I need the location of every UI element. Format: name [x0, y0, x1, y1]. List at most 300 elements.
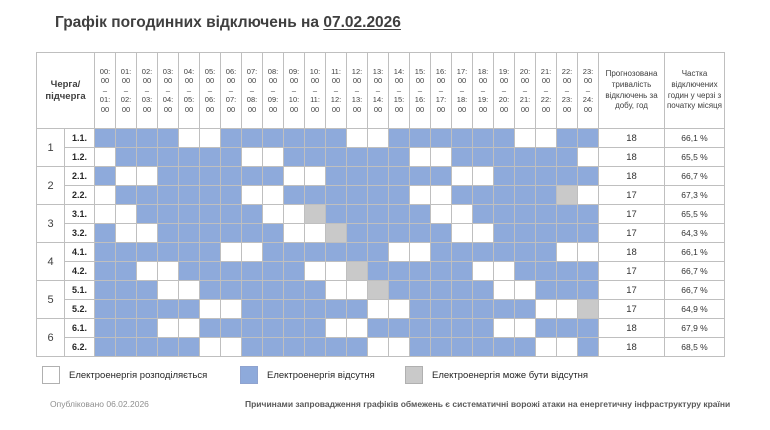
schedule-cell: [242, 319, 263, 338]
schedule-row-1.1: [37, 129, 725, 148]
hour-header-09: 09: 00 – 10: 00: [284, 53, 305, 129]
schedule-cell: [137, 262, 158, 281]
outage-duration-value: 18: [599, 243, 665, 262]
schedule-cell: [473, 319, 494, 338]
schedule-cell: [515, 224, 536, 243]
legend-item-power-off: [240, 366, 375, 384]
schedule-cell: [536, 129, 557, 148]
schedule-cell: [158, 262, 179, 281]
schedule-cell: [179, 205, 200, 224]
schedule-cell: [221, 262, 242, 281]
schedule-cell: [515, 186, 536, 205]
share-column-header: Частка відключених годин у черзі з початку місяця: [665, 53, 725, 129]
schedule-cell: [578, 167, 599, 186]
schedule-cell: [284, 224, 305, 243]
schedule-cell: [431, 129, 452, 148]
hour-header-00: 00: 00 – 01: 00: [95, 53, 116, 129]
schedule-cell: [578, 148, 599, 167]
schedule-row-2.1: [37, 167, 725, 186]
schedule-cell: [95, 319, 116, 338]
schedule-cell: [221, 319, 242, 338]
schedule-cell: [305, 167, 326, 186]
schedule-cell: [515, 205, 536, 224]
schedule-cell: [515, 262, 536, 281]
schedule-cell: [347, 224, 368, 243]
schedule-cell: [116, 338, 137, 357]
schedule-cell: [410, 186, 431, 205]
outage-share-value: 64,9 %: [665, 300, 725, 319]
schedule-date: 07.02.2026: [323, 14, 401, 31]
schedule-cell: [116, 300, 137, 319]
schedule-cell: [368, 224, 389, 243]
schedule-row-6.1: [37, 319, 725, 338]
legend-item-power-on: [42, 366, 207, 384]
header-row: [37, 53, 725, 129]
schedule-cell: [431, 167, 452, 186]
schedule-cell: [347, 243, 368, 262]
schedule-cell: [95, 186, 116, 205]
schedule-cell: [410, 300, 431, 319]
outage-duration-value: 17: [599, 186, 665, 205]
schedule-cell: [410, 338, 431, 357]
schedule-cell: [410, 319, 431, 338]
schedule-cell: [305, 129, 326, 148]
schedule-cell: [200, 281, 221, 300]
schedule-cell: [200, 205, 221, 224]
schedule-row-6.2: [37, 338, 725, 357]
legend-swatch-power-off: [240, 366, 258, 384]
schedule-cell: [515, 243, 536, 262]
schedule-cell: [137, 319, 158, 338]
schedule-cell: [557, 338, 578, 357]
schedule-cell: [263, 224, 284, 243]
schedule-cell: [536, 338, 557, 357]
schedule-cell: [137, 129, 158, 148]
schedule-cell: [368, 243, 389, 262]
schedule-cell: [305, 319, 326, 338]
schedule-cell: [95, 262, 116, 281]
schedule-cell: [95, 281, 116, 300]
legend-label-power-on: Електроенергія розподіляється: [69, 369, 208, 381]
schedule-cell: [116, 148, 137, 167]
schedule-cell: [536, 319, 557, 338]
schedule-cell: [515, 167, 536, 186]
schedule-cell: [263, 338, 284, 357]
schedule-cell: [200, 338, 221, 357]
outage-duration-value: 18: [599, 148, 665, 167]
outage-share-value: 64,3 %: [665, 224, 725, 243]
schedule-cell: [494, 148, 515, 167]
subqueue-label: 2.2.: [65, 186, 95, 205]
subqueue-label: 6.1.: [65, 319, 95, 338]
schedule-cell: [431, 224, 452, 243]
schedule-cell: [179, 281, 200, 300]
schedule-cell: [473, 129, 494, 148]
schedule-cell: [410, 281, 431, 300]
schedule-cell: [284, 243, 305, 262]
schedule-cell: [536, 262, 557, 281]
schedule-cell: [368, 129, 389, 148]
schedule-cell: [284, 319, 305, 338]
schedule-cell: [179, 129, 200, 148]
schedule-cell: [452, 148, 473, 167]
schedule-cell: [389, 338, 410, 357]
schedule-cell: [452, 281, 473, 300]
schedule-cell: [578, 281, 599, 300]
schedule-cell: [95, 224, 116, 243]
schedule-cell: [242, 338, 263, 357]
schedule-cell: [494, 262, 515, 281]
schedule-cell: [473, 338, 494, 357]
schedule-cell: [305, 262, 326, 281]
schedule-cell: [200, 148, 221, 167]
corner-line-2: підчерга: [45, 90, 86, 102]
schedule-cell: [284, 300, 305, 319]
schedule-cell: [494, 224, 515, 243]
schedule-cell: [284, 338, 305, 357]
schedule-cell: [263, 243, 284, 262]
hour-header-14: 14: 00 – 15: 00: [389, 53, 410, 129]
schedule-cell: [578, 186, 599, 205]
subqueue-label: 4.2.: [65, 262, 95, 281]
schedule-cell: [452, 243, 473, 262]
page-title-text: Графік погодинних відключень на: [55, 14, 320, 31]
schedule-cell: [536, 167, 557, 186]
schedule-cell: [557, 129, 578, 148]
schedule-cell: [494, 243, 515, 262]
schedule-cell: [221, 205, 242, 224]
legend-label-power-maybe-off: Електроенергія може бути відсутня: [432, 369, 589, 381]
schedule-row-5.1: [37, 281, 725, 300]
schedule-cell: [137, 148, 158, 167]
schedule-cell: [494, 129, 515, 148]
schedule-cell: [347, 205, 368, 224]
schedule-cell: [263, 300, 284, 319]
outage-share-value: 67,9 %: [665, 319, 725, 338]
schedule-cell: [536, 186, 557, 205]
queue-number: 5: [37, 281, 65, 319]
schedule-cell: [221, 129, 242, 148]
hour-header-10: 10: 00 – 11: 00: [305, 53, 326, 129]
schedule-cell: [431, 262, 452, 281]
outage-share-value: 66,7 %: [665, 281, 725, 300]
schedule-cell: [326, 186, 347, 205]
subqueue-label: 3.1.: [65, 205, 95, 224]
schedule-cell: [368, 300, 389, 319]
schedule-cell: [263, 129, 284, 148]
schedule-cell: [368, 338, 389, 357]
schedule-cell: [221, 224, 242, 243]
schedule-cell: [179, 148, 200, 167]
schedule-cell: [389, 243, 410, 262]
schedule-cell: [158, 281, 179, 300]
queue-subqueue-header: [37, 53, 95, 129]
outage-duration-value: 18: [599, 319, 665, 338]
schedule-cell: [431, 205, 452, 224]
schedule-cell: [326, 243, 347, 262]
schedule-cell: [242, 148, 263, 167]
schedule-cell: [389, 205, 410, 224]
schedule-cell: [305, 186, 326, 205]
schedule-cell: [200, 224, 221, 243]
schedule-row-4.2: [37, 262, 725, 281]
schedule-cell: [452, 338, 473, 357]
schedule-cell: [95, 129, 116, 148]
subqueue-label: 1.1.: [65, 129, 95, 148]
schedule-cell: [179, 224, 200, 243]
schedule-cell: [347, 167, 368, 186]
schedule-cell: [116, 224, 137, 243]
schedule-cell: [263, 319, 284, 338]
outage-share-value: 66,7 %: [665, 262, 725, 281]
schedule-cell: [389, 129, 410, 148]
schedule-cell: [158, 338, 179, 357]
schedule-cell: [263, 281, 284, 300]
schedule-cell: [431, 148, 452, 167]
schedule-cell: [389, 281, 410, 300]
schedule-cell: [410, 167, 431, 186]
schedule-cell: [410, 205, 431, 224]
schedule-cell: [242, 243, 263, 262]
schedule-cell: [473, 186, 494, 205]
hour-header-15: 15: 00 – 16: 00: [410, 53, 431, 129]
schedule-cell: [284, 281, 305, 300]
outage-share-value: 66,1 %: [665, 129, 725, 148]
schedule-cell: [494, 281, 515, 300]
schedule-cell: [242, 262, 263, 281]
reason-text: Причинами запровадження графіків обмежень є систематичні ворожі атаки на енергетичну інфраструктуру країни: [245, 399, 731, 409]
schedule-cell: [347, 319, 368, 338]
legend-swatch-power-on: [42, 366, 60, 384]
schedule-cell: [326, 300, 347, 319]
schedule-cell: [347, 129, 368, 148]
outage-schedule-table: [36, 52, 725, 357]
schedule-cell: [263, 167, 284, 186]
schedule-cell: [305, 148, 326, 167]
outage-duration-value: 17: [599, 205, 665, 224]
schedule-cell: [284, 148, 305, 167]
schedule-cell: [116, 243, 137, 262]
schedule-cell: [158, 167, 179, 186]
schedule-cell: [389, 148, 410, 167]
schedule-cell: [347, 338, 368, 357]
outage-duration-value: 17: [599, 262, 665, 281]
schedule-cell: [305, 224, 326, 243]
schedule-cell: [284, 205, 305, 224]
schedule-cell: [158, 300, 179, 319]
schedule-cell: [536, 300, 557, 319]
schedule-cell: [515, 338, 536, 357]
schedule-row-2.2: [37, 186, 725, 205]
outage-share-value: 67,3 %: [665, 186, 725, 205]
schedule-cell: [326, 262, 347, 281]
schedule-cell: [389, 167, 410, 186]
schedule-cell: [305, 281, 326, 300]
schedule-cell: [242, 129, 263, 148]
schedule-cell: [494, 205, 515, 224]
schedule-cell: [179, 300, 200, 319]
schedule-cell: [116, 129, 137, 148]
schedule-cell: [431, 243, 452, 262]
legend-item-power-maybe-off: [405, 366, 588, 384]
schedule-cell: [242, 186, 263, 205]
queue-number: 4: [37, 243, 65, 281]
schedule-cell: [389, 186, 410, 205]
schedule-cell: [284, 167, 305, 186]
subqueue-label: 4.1.: [65, 243, 95, 262]
schedule-cell: [473, 262, 494, 281]
schedule-cell: [158, 243, 179, 262]
schedule-cell: [242, 281, 263, 300]
outage-duration-value: 18: [599, 129, 665, 148]
schedule-row-3.1: [37, 205, 725, 224]
schedule-cell: [95, 300, 116, 319]
schedule-cell: [158, 148, 179, 167]
schedule-cell: [242, 224, 263, 243]
schedule-cell: [578, 319, 599, 338]
hour-header-06: 06: 00 – 07: 00: [221, 53, 242, 129]
schedule-cell: [242, 205, 263, 224]
schedule-cell: [494, 167, 515, 186]
schedule-cell: [326, 167, 347, 186]
queue-number: 3: [37, 205, 65, 243]
schedule-cell: [452, 186, 473, 205]
schedule-cell: [200, 300, 221, 319]
schedule-cell: [158, 186, 179, 205]
schedule-row-3.2: [37, 224, 725, 243]
schedule-cell: [137, 281, 158, 300]
schedule-cell: [347, 281, 368, 300]
schedule-cell: [452, 129, 473, 148]
schedule-cell: [578, 224, 599, 243]
schedule-cell: [368, 319, 389, 338]
schedule-cell: [410, 243, 431, 262]
schedule-cell: [263, 262, 284, 281]
schedule-cell: [557, 186, 578, 205]
page-title: [55, 14, 401, 32]
schedule-cell: [578, 338, 599, 357]
schedule-cell: [179, 319, 200, 338]
hour-header-21: 21: 00 – 22: 00: [536, 53, 557, 129]
schedule-cell: [431, 281, 452, 300]
schedule-cell: [221, 243, 242, 262]
hour-header-16: 16: 00 – 17: 00: [431, 53, 452, 129]
schedule-cell: [326, 148, 347, 167]
hour-header-11: 11: 00 – 12: 00: [326, 53, 347, 129]
schedule-cell: [410, 148, 431, 167]
schedule-cell: [452, 224, 473, 243]
hour-header-20: 20: 00 – 21: 00: [515, 53, 536, 129]
schedule-cell: [452, 319, 473, 338]
schedule-cell: [137, 224, 158, 243]
outage-duration-value: 17: [599, 224, 665, 243]
schedule-cell: [368, 148, 389, 167]
subqueue-label: 6.2.: [65, 338, 95, 357]
schedule-cell: [536, 148, 557, 167]
hour-header-01: 01: 00 – 02: 00: [116, 53, 137, 129]
outage-duration-value: 17: [599, 281, 665, 300]
outage-share-value: 66,1 %: [665, 243, 725, 262]
schedule-cell: [116, 205, 137, 224]
schedule-cell: [515, 281, 536, 300]
schedule-cell: [473, 148, 494, 167]
hour-header-18: 18: 00 – 19: 00: [473, 53, 494, 129]
schedule-cell: [221, 281, 242, 300]
hour-header-12: 12: 00 – 13: 00: [347, 53, 368, 129]
schedule-cell: [137, 205, 158, 224]
queue-number: 1: [37, 129, 65, 167]
subqueue-label: 5.2.: [65, 300, 95, 319]
schedule-cell: [536, 281, 557, 300]
schedule-cell: [200, 262, 221, 281]
schedule-cell: [536, 205, 557, 224]
schedule-cell: [158, 224, 179, 243]
schedule-cell: [242, 300, 263, 319]
subqueue-label: 3.2.: [65, 224, 95, 243]
schedule-cell: [158, 319, 179, 338]
schedule-cell: [263, 148, 284, 167]
hour-header-04: 04: 00 – 05: 00: [179, 53, 200, 129]
schedule-row-5.2: [37, 300, 725, 319]
schedule-cell: [557, 243, 578, 262]
schedule-cell: [158, 129, 179, 148]
schedule-cell: [137, 167, 158, 186]
schedule-cell: [200, 243, 221, 262]
schedule-cell: [368, 262, 389, 281]
legend-swatch-power-maybe-off: [405, 366, 423, 384]
schedule-cell: [473, 281, 494, 300]
schedule-cell: [221, 167, 242, 186]
schedule-cell: [326, 338, 347, 357]
schedule-cell: [557, 167, 578, 186]
outage-share-value: 68,5 %: [665, 338, 725, 357]
schedule-cell: [368, 281, 389, 300]
hour-header-22: 22: 00 – 23: 00: [557, 53, 578, 129]
outage-duration-value: 18: [599, 167, 665, 186]
schedule-cell: [200, 186, 221, 205]
schedule-cell: [515, 148, 536, 167]
schedule-cell: [326, 224, 347, 243]
schedule-cell: [431, 300, 452, 319]
schedule-cell: [389, 224, 410, 243]
corner-line-1: Черга/: [50, 78, 81, 90]
schedule-cell: [389, 319, 410, 338]
subqueue-label: 5.1.: [65, 281, 95, 300]
schedule-cell: [494, 300, 515, 319]
schedule-cell: [116, 319, 137, 338]
schedule-cell: [95, 167, 116, 186]
schedule-row-1.2: [37, 148, 725, 167]
schedule-cell: [368, 205, 389, 224]
schedule-cell: [557, 319, 578, 338]
schedule-cell: [284, 186, 305, 205]
schedule-cell: [515, 300, 536, 319]
outage-duration-value: 17: [599, 300, 665, 319]
outage-share-value: 65,5 %: [665, 205, 725, 224]
schedule-cell: [326, 205, 347, 224]
hour-header-19: 19: 00 – 20: 00: [494, 53, 515, 129]
legend-label-power-off: Електроенергія відсутня: [267, 369, 375, 381]
duration-column-header: Прогнозована тривалість відключень за добу, год: [599, 53, 665, 129]
schedule-cell: [347, 148, 368, 167]
outage-share-value: 65,5 %: [665, 148, 725, 167]
schedule-cell: [305, 205, 326, 224]
schedule-cell: [137, 300, 158, 319]
schedule-cell: [452, 300, 473, 319]
schedule-cell: [326, 129, 347, 148]
schedule-cell: [578, 243, 599, 262]
schedule-cell: [557, 205, 578, 224]
